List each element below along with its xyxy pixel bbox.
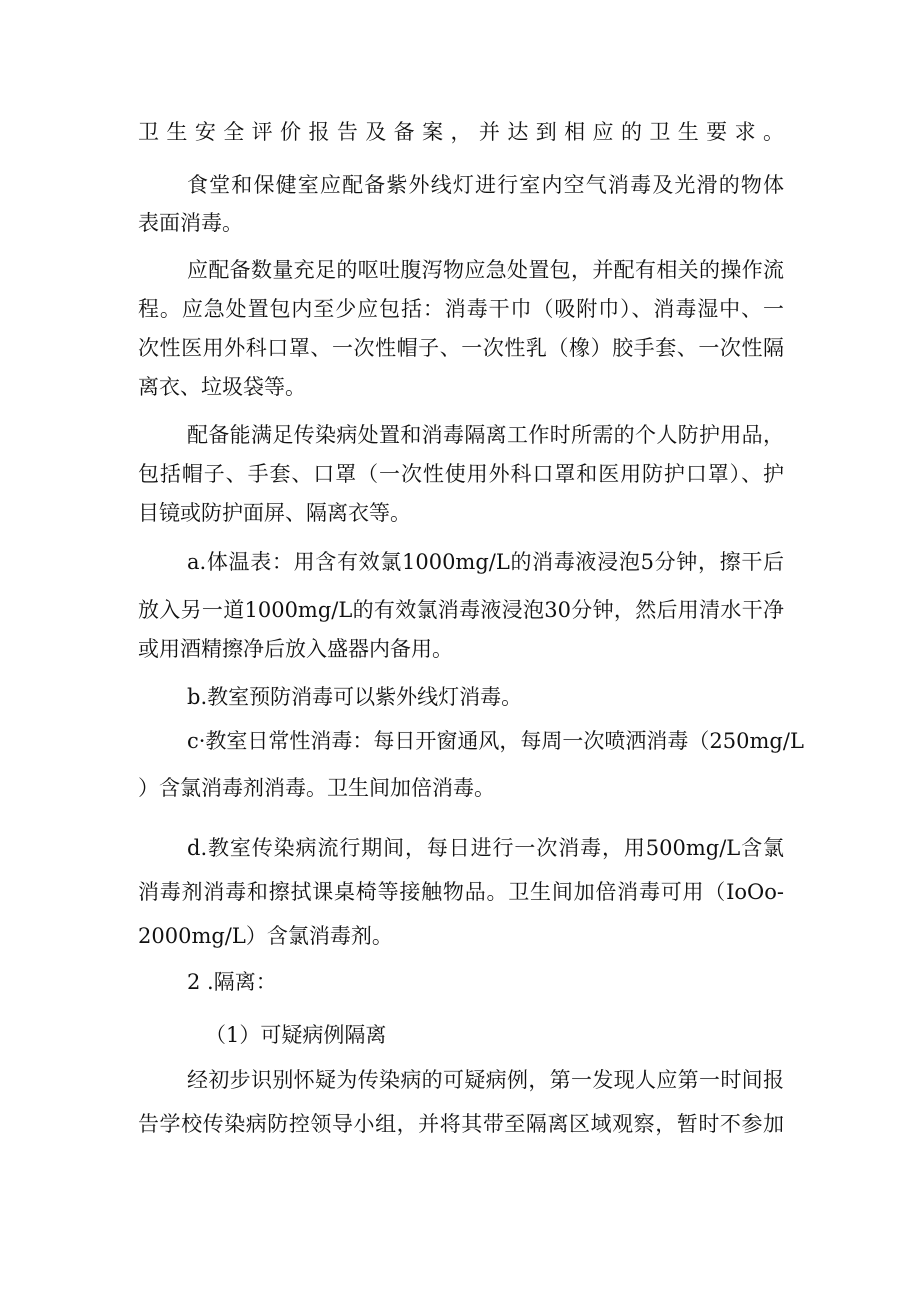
section-heading: 2 .隔离： (187, 970, 277, 994)
text-line: 程。应急处置包内至少应包括：消毒干巾（吸附巾）、消毒湿中、一 (138, 297, 784, 321)
text-line: 放入另一道1000mg/L的有效氯消毒液浸泡30分钟，然后用清水干净 (138, 598, 784, 622)
text-line: ）含氯消毒剂消毒。卫生间加倍消毒。 (138, 776, 495, 800)
text-line: 经初步识别怀疑为传染病的可疑病例，第一发现人应第一时间报 (187, 1068, 784, 1092)
text-line: 次性医用外科口罩、一次性帽子、一次性乳（橡）胶手套、一次性隔 (138, 336, 784, 360)
text-line: 或用酒精擦净后放入盛器内备用。 (138, 637, 453, 661)
text-line: 应配备数量充足的呕吐腹泻物应急处置包，并配有相关的操作流 (187, 258, 784, 282)
subsection-heading: （1）可疑病例隔离 (205, 1023, 387, 1047)
text-line: 表面消毒。 (138, 211, 243, 235)
text-line: 离衣、垃圾袋等。 (138, 375, 306, 399)
text-line: c·教室日常性消毒：每日开窗通风，每周一次喷洒消毒（250mg/L (187, 729, 804, 753)
text-line: 卫生安全评价报告及备案，并达到相应的卫生要求。 (138, 120, 784, 144)
text-line: 食堂和保健室应配备紫外线灯进行室内空气消毒及光滑的物体 (187, 173, 784, 197)
text-line: 消毒剂消毒和擦拭课桌椅等接触物品。卫生间加倍消毒可用（IoOo- (138, 880, 784, 904)
text-line: 配备能满足传染病处置和消毒隔离工作时所需的个人防护用品， (187, 423, 784, 447)
text-line: a.体温表：用含有效氯1000mg/L的消毒液浸泡5分钟，擦干后 (187, 550, 784, 574)
text-line: 告学校传染病防控领导小组，并将其带至隔离区域观察，暂时不参加 (138, 1112, 784, 1136)
text-line: 包括帽子、手套、口罩（一次性使用外科口罩和医用防护口罩）、护 (138, 462, 784, 486)
text-line: 目镜或防护面屏、隔离衣等。 (138, 501, 411, 525)
text-line: d.教室传染病流行期间，每日进行一次消毒，用500mg/L含氯 (187, 836, 784, 860)
text-line: 2000mg/L）含氯消毒剂。 (138, 924, 393, 948)
text-line: b.教室预防消毒可以紫外线灯消毒。 (187, 685, 523, 709)
